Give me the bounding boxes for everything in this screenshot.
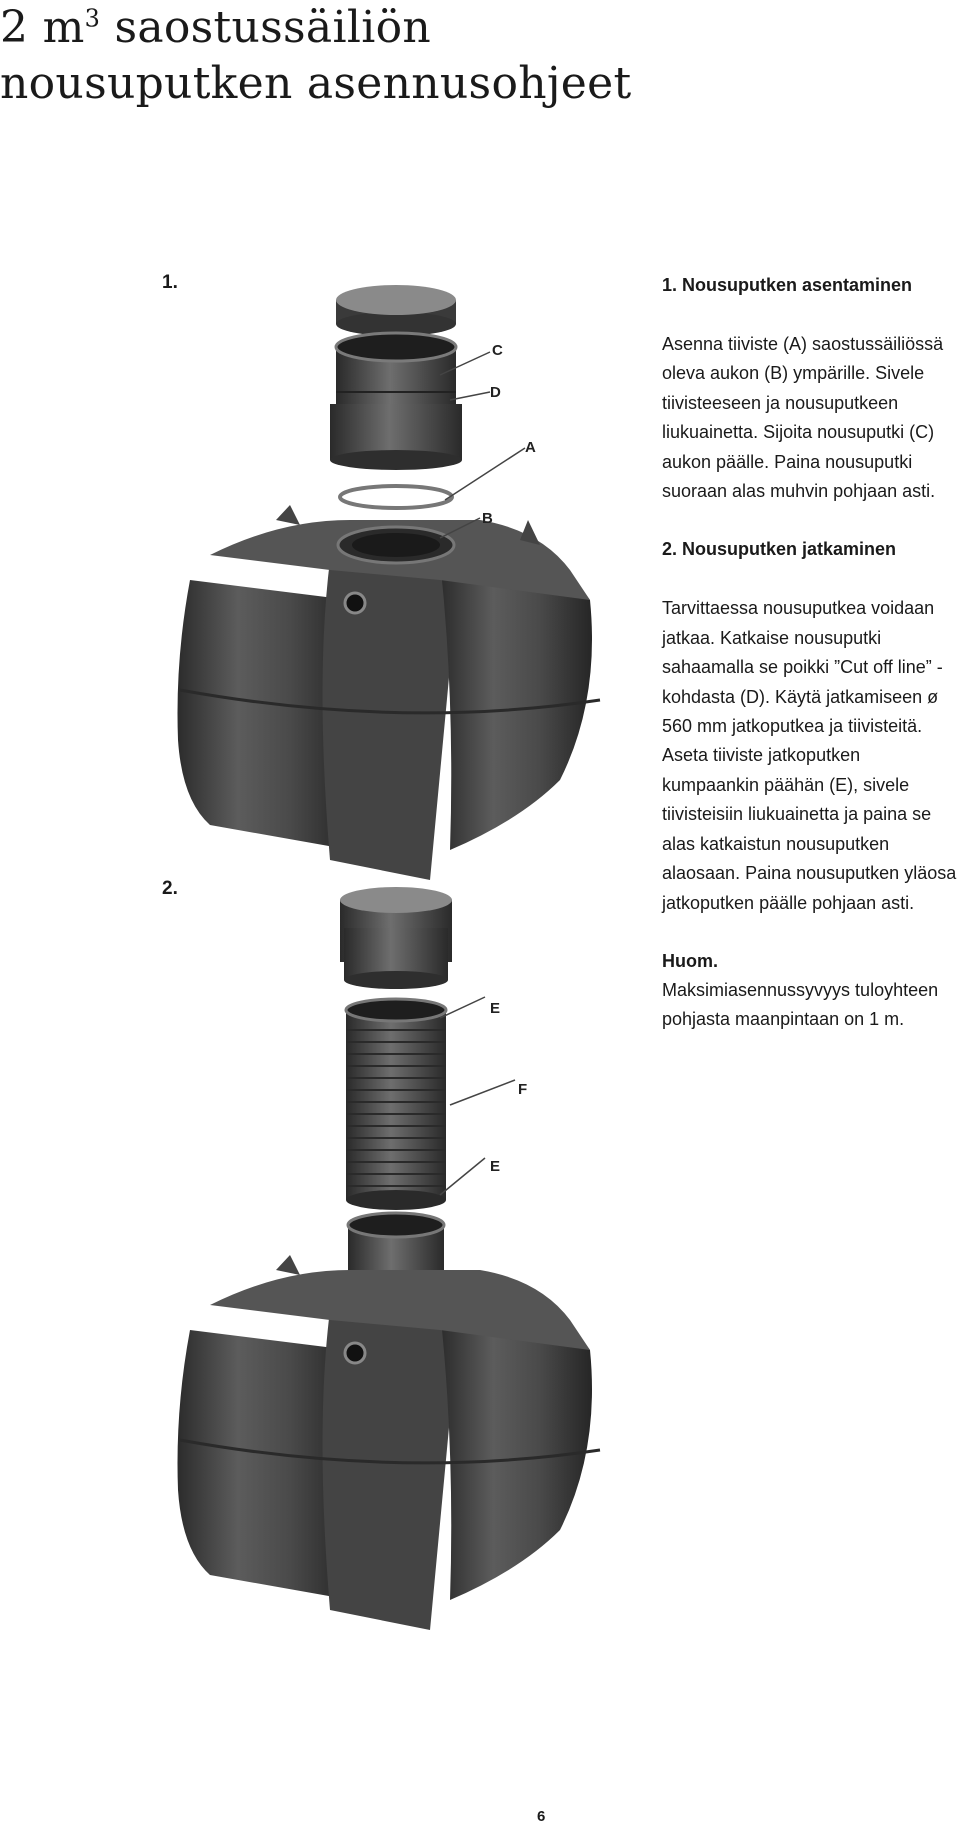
riser-upper-piece [340,887,452,989]
section-2-body: Tarvittaessa nousuputkea voidaan jatkaa. Katkaise nousuputki sahaamalla se poikki ”Cut off line” -kohdasta (D). Käytä jatkamiseen ø 560 mm jatkoputkea ja tiivisteitä. Aseta tiiviste jatkoputken kumpaankin päähän (E), sivele tiivisteisiin liukuainetta ja paina se alas katkaistun nousuputken alaosaan. Paina nousuputken yläosa jatkoputken päälle pohjaan asti. [662,598,957,913]
label-d: D [490,384,501,401]
label-e-top: E [490,1000,501,1017]
leader-f [450,1080,515,1105]
seal-ring-a [340,486,452,508]
section-1-body: Asenna tiiviste (A) saostussäiliössä oleva aukon (B) ympärille. Sivele tiivisteeseen ja nousuputkeen liukuainetta. Sijoita nousuputki (C) aukon päälle. Paina nousuputki suoraan alas muhvin pohjaan asti. [662,334,944,502]
section-1-heading: 1. Nousuputken asentaminen [662,275,913,295]
extension-pipe-f [346,999,446,1210]
figure-2-illustration [178,887,601,1630]
title-suffix: saostussäiliön [100,2,432,53]
note-body: Maksimiasennussyvyys tuloyhteen pohjasta maanpintaan on 1 m. [662,979,939,1030]
section-2-heading: 2. Nousuputken jatkaminen [662,539,897,560]
label-b: B [482,510,493,527]
leader-e-bottom [440,1158,485,1195]
note-heading: Huom. [662,950,718,971]
title-prefix: 2 m [0,2,85,53]
label-e-bottom: E [490,1158,501,1175]
leader-e-top [440,997,485,1018]
riser-pipe-c [330,333,462,470]
title-superscript: 3 [84,4,101,33]
label-a: A [525,439,536,456]
figure-1-illustration [178,285,601,880]
tank-2 [178,1213,601,1630]
page-number: 6 [537,1808,546,1825]
label-c: C [492,342,503,359]
title-line2: nousuputken asennusohjeet [0,58,632,109]
figure-2-number: 2. [162,878,178,899]
lid-1 [336,285,456,336]
label-f: F [518,1081,528,1098]
tank-1 [178,505,601,880]
figure-1-number: 1. [162,272,178,293]
instructions-column [662,270,958,1035]
